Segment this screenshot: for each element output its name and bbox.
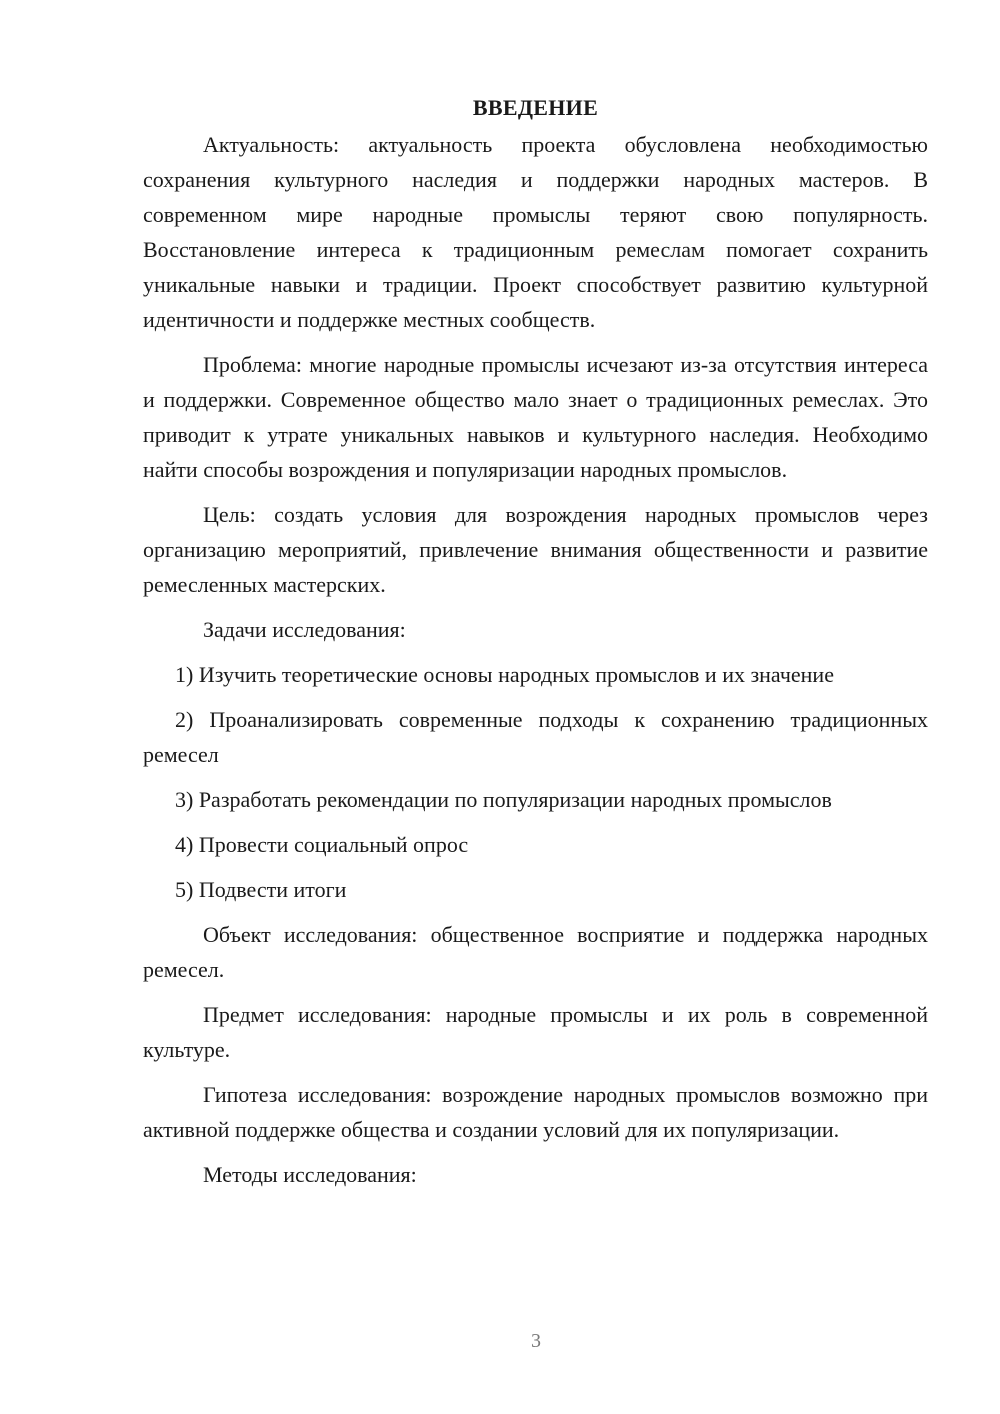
page-title: ВВЕДЕНИЕ	[472, 95, 599, 120]
methods-heading: Методы исследования:	[203, 1162, 417, 1187]
page-number: 3	[531, 1330, 541, 1352]
relevance-paragraph: Актуальность: актуальность проекта обусловлена необходимостью сохранения культурного наследия и поддержки народных мастеров. В современном мире народные промыслы теряют свою популярность. Восстановление интереса к традиционным ремеслам помогает сохранить уникальные навыки и традиции. Проект способствует развитию культурной идентичности и поддержке местных сообществ.	[143, 132, 928, 332]
task-item-5: 5) Подвести итоги	[175, 877, 347, 902]
subject-paragraph: Предмет исследования: народные промыслы и их роль в современной культуре.	[143, 1002, 928, 1062]
task-item-1: 1) Изучить теоретические основы народных промыслов и их значение	[175, 662, 834, 687]
hypothesis-paragraph: Гипотеза исследования: возрождение народных промыслов возможно при активной поддержке общества и создании условий для их популяризации.	[143, 1082, 928, 1142]
goal-paragraph: Цель: создать условия для возрождения народных промыслов через организацию мероприятий, привлечение внимания общественности и развитие ремесленных мастерских.	[143, 502, 928, 597]
task-item-4: 4) Провести социальный опрос	[175, 832, 469, 857]
problem-paragraph: Проблема: многие народные промыслы исчезают из-за отсутствия интереса и поддержки. Современное общество мало знает о традиционных ремеслах. Это приводит к утрате уникальных навыков и культурного наследия. Необходимо найти способы возрождения и популяризации народных промыслов.	[143, 352, 928, 482]
object-paragraph: Объект исследования: общественное восприятие и поддержка народных ремесел.	[143, 922, 928, 982]
tasks-heading: Задачи исследования:	[203, 617, 406, 642]
task-item-3: 3) Разработать рекомендации по популяризации народных промыслов	[175, 787, 832, 812]
task-item-2: 2) Проанализировать современные подходы к сохранению традиционных ремесел	[143, 707, 928, 767]
page-content	[143, 90, 928, 1202]
